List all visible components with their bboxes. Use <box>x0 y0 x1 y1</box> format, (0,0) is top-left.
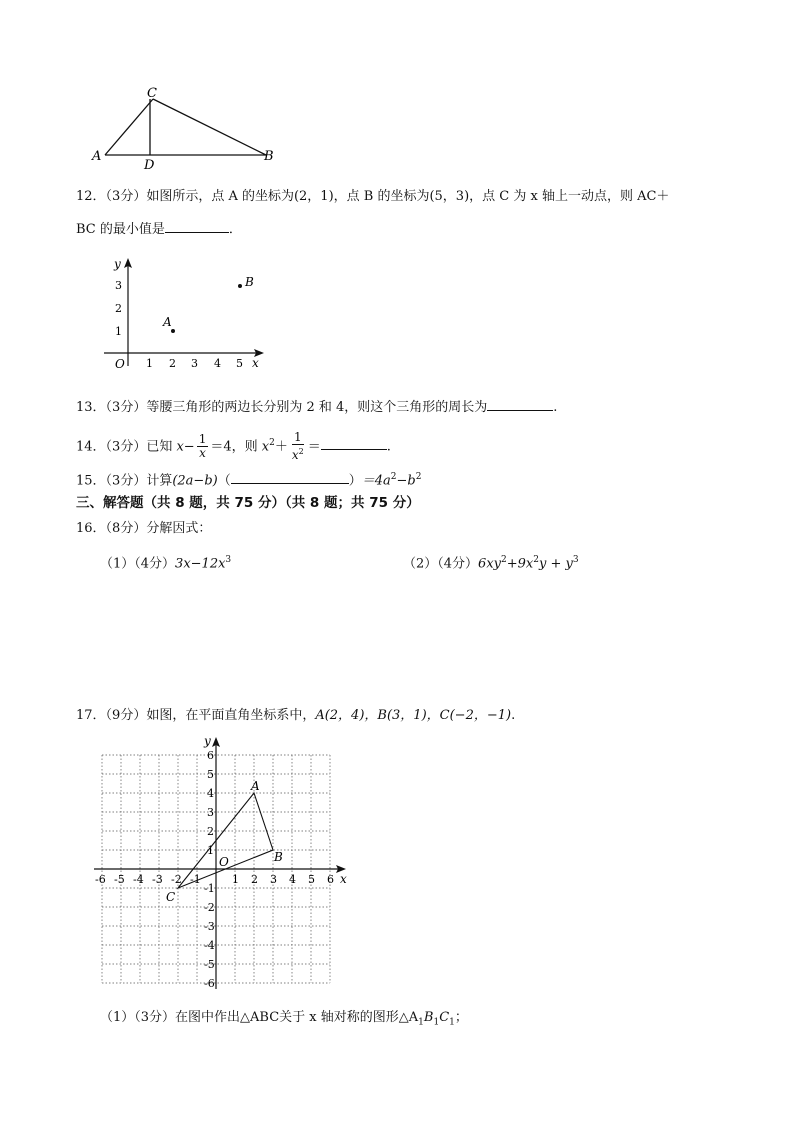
q17-part1-text: （1）（3分）在图中作出△ABC关于 x 轴对称的图形△A <box>100 1010 419 1025</box>
q14-end: . <box>386 439 391 455</box>
y-tick: 2 <box>207 825 214 838</box>
y-tick: 4 <box>207 787 214 800</box>
y-tick: -2 <box>204 901 215 914</box>
vertex-c-label: C <box>147 86 157 101</box>
q16-part2-sup-a: 2 <box>501 555 507 565</box>
x-tick: -5 <box>114 873 125 886</box>
q15-expr1: (2a−b) <box>172 473 218 489</box>
x-tick: 4 <box>289 873 296 886</box>
y-tick: 2 <box>115 302 122 315</box>
y-tick: 6 <box>207 749 214 762</box>
origin-label: O <box>115 357 125 371</box>
q12-line1: 12．（3分）如图所示，点 A 的坐标为(2，1)，点 B 的坐标为(5，3)，点 C 为 x 轴上一动点，则 AC＋ <box>76 189 670 204</box>
point-a <box>171 329 175 333</box>
x-axis-label: x <box>252 356 259 370</box>
x-tick: 4 <box>214 357 221 370</box>
q14-frac1-den: x <box>199 446 206 461</box>
q17-end: . <box>511 708 516 723</box>
q16-part2-sup-c: 3 <box>572 555 579 565</box>
label-c: C <box>166 890 176 904</box>
side-ac <box>105 99 153 155</box>
q12-line2-text: BC 的最小值是 <box>76 222 165 237</box>
q13-text: 13．（3分）等腰三角形的两边长分别为 2 和 4，则这个三角形的周长为 <box>76 400 488 415</box>
q14-eq2: ＝ <box>307 439 321 455</box>
q15-line <box>76 468 421 490</box>
q15-expr2: ＝4a <box>361 473 391 489</box>
q14-prefix: 14．（3分）已知 <box>76 439 173 455</box>
y-tick: 3 <box>207 806 214 819</box>
y-tick: -5 <box>204 958 215 971</box>
q14-fraction-2 <box>290 431 306 462</box>
q16-part2-label: （2）（4分） <box>403 556 479 572</box>
q16-part1-sup: 3 <box>225 555 232 565</box>
q15-minus-b: −b <box>396 473 416 489</box>
y-tick: -6 <box>204 977 215 990</box>
x-tick: 6 <box>327 873 334 886</box>
q14-frac2-den <box>290 445 306 462</box>
q17-part1 <box>100 1009 468 1032</box>
vertex-a-label: A <box>92 149 102 164</box>
x-tick: 2 <box>169 357 176 370</box>
point-b <box>238 284 242 288</box>
x-tick: 5 <box>236 357 243 370</box>
x-tick: 5 <box>308 873 315 886</box>
point-b-label: B <box>245 275 254 289</box>
q17-intro-text: 17．（9分）如图，在平面直角坐标系中， <box>76 708 316 723</box>
q14-plus: ＋ <box>274 439 288 455</box>
q12-answer-blank[interactable] <box>165 218 229 233</box>
q14-sup: 2 <box>269 438 275 448</box>
q17-c1: C <box>439 1010 450 1025</box>
q14-x-minus: x− <box>176 439 195 455</box>
q17-point-c: C(−2，−1) <box>439 708 512 723</box>
foot-d-label: D <box>144 158 155 173</box>
label-b: B <box>274 850 283 864</box>
y-tick: -1 <box>204 882 215 895</box>
q17-point-a: A(2，4)， <box>315 708 378 723</box>
x-tick: 2 <box>251 873 258 886</box>
q15-sup-b: 2 <box>415 472 422 482</box>
q17-grid-figure <box>90 733 352 995</box>
q12-coordinate-figure <box>100 254 270 374</box>
point-a-label: A <box>163 315 172 329</box>
x-tick: -4 <box>133 873 144 886</box>
q13-answer-blank[interactable] <box>487 396 553 411</box>
q14-answer-blank[interactable] <box>321 435 387 450</box>
label-a: A <box>251 779 260 793</box>
q17-sub-1: 1 <box>418 1017 424 1028</box>
q16-part2-sup-b: 2 <box>533 555 539 565</box>
q17-part1-end: ； <box>454 1010 468 1025</box>
q16-part2-expr-a: 6xy <box>478 556 501 572</box>
q17-intro <box>76 707 515 725</box>
y-tick: 1 <box>115 325 122 338</box>
q15-paren-close: ） <box>348 473 362 489</box>
q16-part1-label: （1）（4分） <box>100 556 176 572</box>
q16-part2 <box>403 551 579 573</box>
x-ticks <box>146 357 243 370</box>
origin-label: O <box>219 855 229 869</box>
y-tick: -3 <box>204 920 215 933</box>
y-axis-label: y <box>114 257 121 271</box>
triangle-figure <box>88 82 288 174</box>
q14-x: x <box>261 439 270 455</box>
q15-paren-open: （ <box>217 473 231 489</box>
section-3-heading: 三、解答题（共 8 题，共 75 分）（共 8 题；共 75 分） <box>76 495 420 511</box>
x-tick: -1 <box>190 873 201 886</box>
y-axis-label: y <box>204 734 211 748</box>
q14-eq1: ＝4 <box>210 439 232 455</box>
q15-sup-a: 2 <box>390 472 397 482</box>
q13-end: . <box>553 400 558 415</box>
y-tick: -4 <box>204 939 215 952</box>
q14-frac2-den-x: x <box>291 448 299 463</box>
y-tick: 3 <box>115 279 122 292</box>
q12-line2 <box>76 218 242 239</box>
x-tick: -3 <box>152 873 163 886</box>
q17-sub-2: 1 <box>433 1017 440 1028</box>
q16-part2-expr-c: y + y <box>538 556 573 572</box>
y-ticks <box>115 279 122 338</box>
vertex-b-label: B <box>264 149 274 164</box>
q17-point-b: B(3，1)， <box>377 708 440 723</box>
q14-fraction-1 <box>197 433 209 460</box>
q17-b1: B <box>423 1010 434 1025</box>
side-cb <box>153 99 266 155</box>
y-tick: 5 <box>207 768 214 781</box>
q14-frac2-den-sup: 2 <box>298 447 304 457</box>
q16-intro: 16．（8分）分解因式： <box>76 521 212 536</box>
x-tick: 3 <box>270 873 277 886</box>
x-tick: 3 <box>191 357 198 370</box>
q17-sub-3: 1 <box>449 1017 455 1028</box>
x-axis-label: x <box>340 872 347 886</box>
y-tick: 1 <box>207 844 214 857</box>
q16-part1-expr: 3x−12x <box>175 556 226 572</box>
x-tick: 1 <box>232 873 239 886</box>
x-tick: -6 <box>95 873 106 886</box>
q16-part2-expr-b: +9x <box>506 556 534 572</box>
q15-answer-blank[interactable] <box>231 469 349 484</box>
q14-frac2-num: 1 <box>293 430 302 445</box>
q16-part1 <box>100 551 231 573</box>
q15-prefix: 15．（3分）计算 <box>76 473 173 489</box>
x-tick: -2 <box>171 873 182 886</box>
q14-mid: ，则 <box>231 439 258 455</box>
x-tick: 1 <box>146 357 153 370</box>
q14-frac1-num: 1 <box>198 432 207 447</box>
q14-line <box>76 424 391 466</box>
q12-line2-end: ． <box>228 222 242 237</box>
q13-line <box>76 396 557 417</box>
